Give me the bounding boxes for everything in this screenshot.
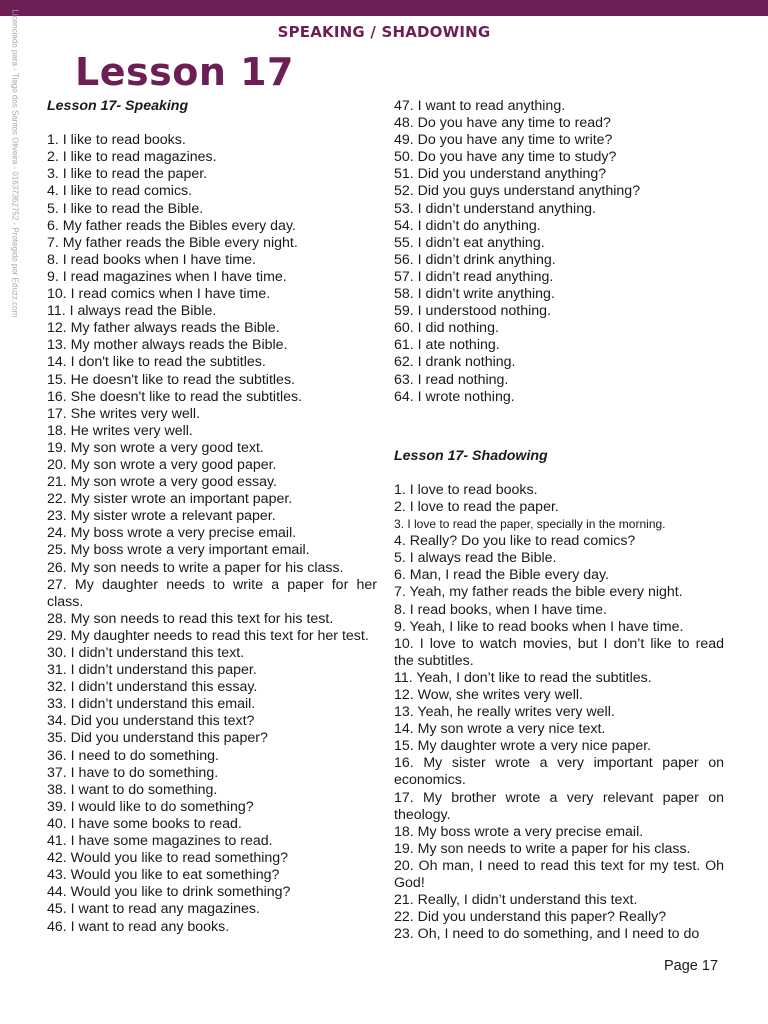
list-item: 5. I like to read the Bible. (47, 200, 204, 217)
list-item: 62. I drank nothing. (394, 354, 516, 371)
list-item: 32. I didn’t understand this essay. (47, 679, 258, 696)
license-watermark: Licenciado para - Tiago dos Santos Oliveira - 01637362752 - Protegido por Eduzz.com (10, 9, 20, 318)
list-item: 45. I want to read any magazines. (47, 901, 260, 918)
shadowing-heading: Lesson 17- Shadowing (394, 447, 548, 464)
list-item: 42. Would you like to read something? (47, 850, 289, 867)
list-item: 48. Do you have any time to read? (394, 115, 611, 132)
list-item: 6. My father reads the Bibles every day. (47, 217, 296, 234)
left-column (47, 98, 377, 936)
list-item: 4. I like to read comics. (47, 183, 193, 200)
list-item: 12. My father always reads the Bible. (47, 320, 280, 337)
list-item: 51. Did you understand anything? (394, 166, 607, 183)
list-item: 37. I have to do something. (47, 764, 219, 781)
list-item: 36. I need to do something. (47, 747, 219, 764)
speaking-heading: Lesson 17- Speaking (47, 98, 189, 114)
list-item: 27. My daughter needs to write a paper for her class. (47, 576, 377, 610)
list-item: 29. My daughter needs to read this text for her test. (47, 627, 369, 644)
list-item: 9. I read magazines when I have time. (47, 268, 287, 285)
list-item: 20. Oh man, I need to read this text for my test. Oh God! (394, 857, 724, 892)
list-item: 13. Yeah, he really writes very well. (394, 704, 615, 721)
list-item: 30. I didn’t understand this text. (47, 645, 245, 661)
list-item: 3. I like to read the paper. (47, 166, 208, 183)
list-item: 60. I did nothing. (394, 320, 499, 337)
list-item: 26. My son needs to write a paper for his class. (47, 559, 344, 576)
speaking-list-continued (394, 98, 724, 406)
list-item: 64. I wrote nothing. (394, 388, 515, 405)
list-item: 14. My son wrote a very nice text. (394, 721, 606, 738)
list-item: 19. My son wrote a very good text. (47, 439, 264, 456)
list-item: 54. I didn’t do anything. (394, 217, 541, 234)
list-item: 16. My sister wrote a very important paper on economics. (394, 755, 724, 789)
list-item: 16. She doesn't like to read the subtitles. (47, 388, 303, 405)
list-item: 20. My son wrote a very good paper. (47, 456, 277, 473)
list-item: 22. Did you understand this paper? Really? (394, 909, 667, 926)
list-item: 28. My son needs to read this text for his test. (47, 610, 334, 627)
list-item: 22. My sister wrote an important paper. (47, 491, 293, 508)
list-item: 10. I read comics when I have time. (47, 286, 271, 303)
list-item: 21. My son wrote a very good essay. (47, 474, 277, 491)
list-item: 19. My son needs to write a paper for his class. (394, 840, 691, 857)
list-item: 15. He doesn't like to read the subtitles. (47, 371, 295, 388)
list-item: 18. My boss wrote a very precise email. (394, 823, 644, 840)
list-item: 61. I ate nothing. (394, 337, 500, 354)
list-item: 7. Yeah, my father reads the bible every night. (394, 584, 683, 601)
list-item: 46. I want to read any books. (47, 918, 230, 935)
list-item: 50. Do you have any time to study? (394, 149, 617, 166)
list-item: 1. I love to read books. (394, 481, 538, 498)
list-item: 23. Oh, I need to do something, and I need to do (394, 926, 700, 943)
list-item: 40. I have some books to read. (47, 815, 242, 832)
list-item: 17. My brother wrote a very relevant paper on theology. (394, 789, 724, 823)
list-item: 10. I love to watch movies, but I don’t like to read the subtitles. (394, 635, 724, 669)
list-item: 43. Would you like to eat something? (47, 867, 280, 884)
list-item: 23. My sister wrote a relevant paper. (47, 508, 276, 525)
top-color-bar (0, 0, 768, 16)
shadowing-list (394, 482, 724, 944)
list-item: 59. I understood nothing. (394, 303, 551, 320)
list-item: 2. I like to read magazines. (47, 149, 217, 166)
list-item: 13. My mother always reads the Bible. (47, 337, 288, 354)
list-item: 25. My boss wrote a very important email. (47, 542, 310, 559)
list-item: 3. I love to read the paper, specially in the morning. (394, 517, 666, 532)
list-item: 6. Man, I read the Bible every day. (394, 567, 610, 584)
list-item: 8. I read books when I have time. (47, 251, 256, 268)
list-item: 57. I didn’t read anything. (394, 268, 554, 285)
list-item: 2. I love to read the paper. (394, 498, 559, 515)
list-item: 17. She writes very well. (47, 405, 200, 422)
list-item: 47. I want to read anything. (394, 98, 566, 114)
list-item: 18. He writes very well. (47, 422, 193, 439)
list-item: 24. My boss wrote a very precise email. (47, 525, 297, 542)
list-item: 4. Really? Do you like to read comics? (394, 533, 636, 550)
list-item: 15. My daughter wrote a very nice paper. (394, 738, 652, 755)
list-item: 11. I always read the Bible. (47, 303, 217, 320)
list-item: 39. I would like to do something? (47, 798, 254, 815)
list-item: 14. I don't like to read the subtitles. (47, 354, 266, 371)
list-item: 11. Yeah, I don’t like to read the subtitles. (394, 669, 652, 686)
list-item: 33. I didn’t understand this email. (47, 696, 256, 713)
lesson-title: Lesson 17 (75, 50, 294, 94)
list-item: 49. Do you have any time to write? (394, 132, 613, 149)
list-item: 56. I didn’t drink anything. (394, 251, 556, 268)
list-item: 53. I didn’t understand anything. (394, 200, 596, 217)
list-item: 21. Really, I didn’t understand this text. (394, 892, 638, 909)
list-item: 31. I didn’t understand this paper. (47, 662, 257, 679)
list-item: 8. I read books, when I have time. (394, 601, 607, 618)
list-item: 55. I didn’t eat anything. (394, 234, 545, 251)
list-item: 12. Wow, she writes very well. (394, 687, 583, 703)
list-item: 52. Did you guys understand anything? (394, 183, 641, 200)
list-item: 9. Yeah, I like to read books when I have time. (394, 618, 684, 635)
list-item: 35. Did you understand this paper? (47, 730, 268, 747)
page-number: Page 17 (664, 958, 719, 974)
list-item: 41. I have some magazines to read. (47, 833, 273, 850)
list-item: 5. I always read the Bible. (394, 550, 557, 567)
list-item: 1. I like to read books. (47, 132, 186, 149)
list-item: 58. I didn’t write anything. (394, 286, 555, 303)
right-column (394, 98, 724, 943)
section-header: SPEAKING / SHADOWING (277, 23, 491, 41)
list-item: 7. My father reads the Bible every night. (47, 234, 298, 251)
list-item: 38. I want to do something. (47, 781, 218, 798)
list-item: 34. Did you understand this text? (47, 713, 255, 730)
list-item: 44. Would you like to drink something? (47, 884, 291, 901)
speaking-list (47, 132, 377, 935)
list-item: 63. I read nothing. (394, 371, 509, 388)
